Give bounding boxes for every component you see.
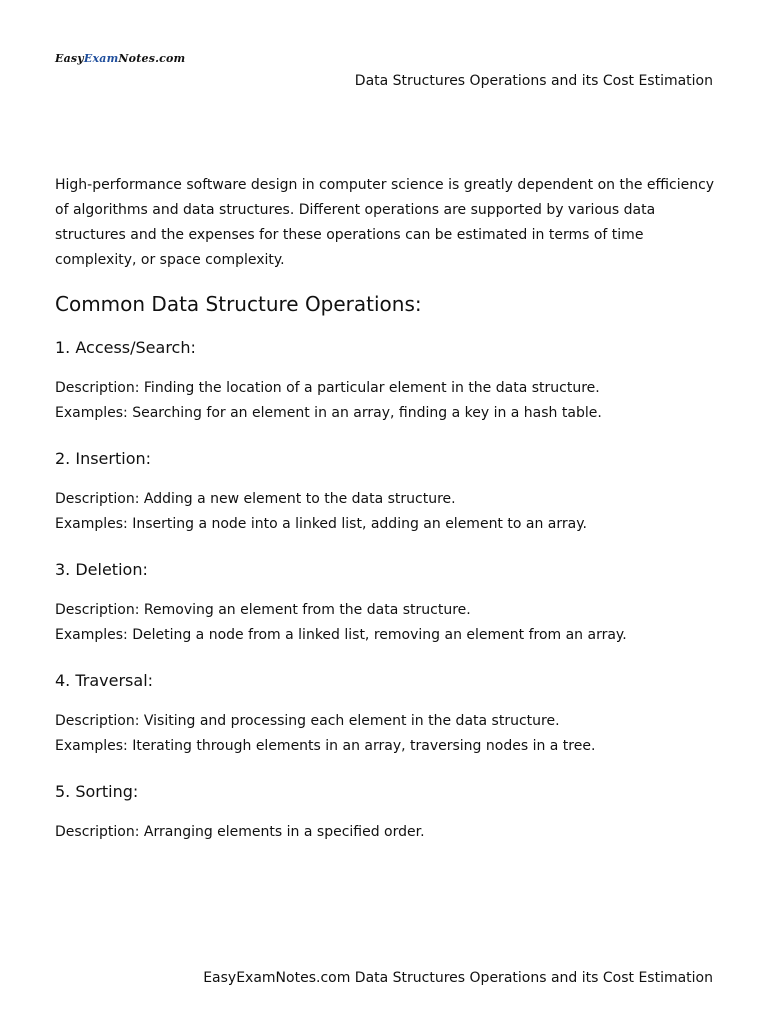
page-footer: EasyExamNotes.com Data Structures Operations and its Cost Estimation	[203, 970, 713, 986]
operation-examples-deletion: Examples: Deleting a node from a linked list, removing an element from an array.	[55, 627, 627, 643]
section-heading: Common Data Structure Operations:	[55, 292, 422, 316]
operation-examples-access-search: Examples: Searching for an element in an array, finding a key in a hash table.	[55, 405, 602, 421]
operation-description-deletion: Description: Removing an element from the data structure.	[55, 602, 471, 618]
logo-text-notes: Notes.com	[118, 52, 186, 65]
operation-examples-insertion: Examples: Inserting a node into a linked list, adding an element to an array.	[55, 516, 587, 532]
header-title: Data Structures Operations and its Cost Estimation	[354, 73, 713, 89]
operation-description-sorting: Description: Arranging elements in a specified order.	[55, 824, 425, 840]
operation-description-insertion: Description: Adding a new element to the data structure.	[55, 491, 456, 507]
logo-text-exam: Exam	[83, 52, 119, 65]
site-logo	[55, 52, 185, 65]
operation-description-access-search: Description: Finding the location of a particular element in the data structure.	[55, 380, 600, 396]
operation-examples-traversal: Examples: Iterating through elements in an array, traversing nodes in a tree.	[55, 738, 596, 754]
operation-heading-insertion: 2. Insertion:	[55, 449, 152, 468]
operation-heading-traversal: 4. Traversal:	[55, 671, 154, 690]
logo-text-easy: Easy	[55, 52, 84, 65]
operation-heading-sorting: 5. Sorting:	[55, 782, 139, 801]
operation-heading-deletion: 3. Deletion:	[55, 560, 148, 579]
operation-description-traversal: Description: Visiting and processing each element in the data structure.	[55, 713, 560, 729]
operation-heading-access-search: 1. Access/Search:	[55, 338, 196, 357]
intro-paragraph: High-performance software design in computer science is greatly dependent on the efficiency of algorithms and data structures. Different operations are supported by various data structures and the expenses for these operations can be estimated in terms of time complexity, or space complexity.	[55, 177, 715, 268]
